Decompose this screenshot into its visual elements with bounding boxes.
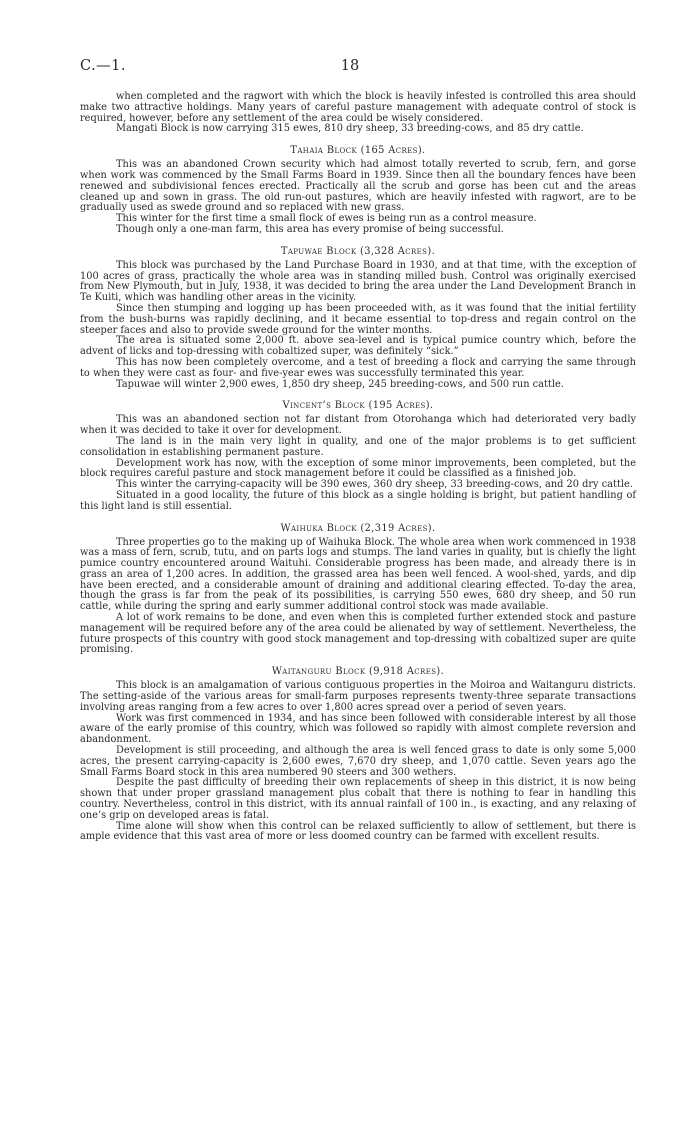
document-body [80,92,636,843]
paragraph: when completed and the ragwort with which the block is heavily infested is controlled this area should make two attractive holdings. Many years of careful pasture management with adequate control of stock is required, however, before any settlement of the area could be wisely considered. [80,91,636,124]
section-heading: Waitanguru Block (9,918 Acres). [271,666,445,678]
paragraph: Mangati Block is now carrying 315 ewes, 810 dry sheep, 33 breeding-cows, and 85 dry cattle. [116,123,584,135]
section-heading: Tahaia Block (165 Acres). [290,145,426,157]
paragraph: Development is still proceeding, and although the area is well fenced grass to date is only some 5,000 acres, the present carrying-capacity is 2,600 ewes, 7,670 dry sheep, and 1,070 cattle. Seven years ago the Small Farms Board stock in this area numbered 90 steers and 300 wethers. [80,745,636,778]
paragraph: Tapuwae will winter 2,900 ewes, 1,850 dry sheep, 245 breeding-cows, and 500 run cattle. [116,378,564,390]
paragraph: Since then stumping and logging up has been proceeded with, as it was found that the initial fertility from the bush-burns was rapidly declining, and it became essential to top-dress and regain control on the steeper faces and also to provide swede ground for the winter months. [80,302,636,336]
paragraph: This was an abandoned Crown security which had almost totally reverted to scrub, fern, and gorse when work was commenced by the Small Farms Board in 1939. Since then all the boundary fences have been renewed and subdivisional fences erected. Practically all the scrub and gorse has been cut and the areas cleaned up and sown in grass. The old run-out pastures, which are heavily infested with ragwort, are to be gradually used as swede ground and so replaced with new grass. [80,159,636,214]
paragraph: The land is in the main very light in quality, and one of the major problems is to get sufficient consolidation in establishing permanent pasture. [80,435,636,458]
paragraph: Three properties go to the making up of Waihuka Block. The whole area when work commenced in 1938 was a mass of fern, scrub, tutu, and on parts logs and stumps. The land varies in quality, but is chiefly the light pumice country encountered around Waituhi. Considerable progress has been made, and already there is in grass an area of 1,200 acres. In addition, the grassed area has been well fenced. A wool-shed, yards, and dip have been erected, and a considerable amount of draining and additional clearing effected. To-day the area, though the grass is far from the peak of its possibilities, is carrying 550 ewes, 680 dry sheep, and 50 run cattle, while during the spring and early summer additional control stock was made available. [80,536,636,613]
page-number: 18 [340,58,360,74]
paragraph: The area is situated some 2,000 ft. above sea-level and is typical pumice country which, before the advent of licks and top-dressing with cobaltized super, was definitely “sick.” [80,335,636,358]
section-heading: Vincent’s Block (195 Acres). [282,400,434,412]
paragraph: This winter the carrying-capacity will be 390 ewes, 360 dry sheep, 33 breeding-cows, and 20 dry cattle. [116,479,633,491]
section-heading: Tapuwae Block (3,328 Acres). [280,245,436,257]
paragraph: This winter for the first time a small flock of ewes is being run as a control measure. [116,213,537,225]
paragraph: This block was purchased by the Land Purchase Board in 1930, and at that time, with the exception of 100 acres of grass, practically the whole area was in standing milled bush. Control was originally exercised from New Plymouth, but in July, 1938, it was decided to bring the area under the Land Development Branch in Te Kuiti, which was handling other areas in the vicinity. [80,259,636,304]
document-reference: C.—1. [80,58,127,74]
paragraph: This block is an amalgamation of various contiguous properties in the Moiroa and Waitanguru districts. The setting-aside of the various areas for small-farm purposes represents twenty-three separate transactions involving areas ranging from a few acres to over 1,800 acres spread over a period of seven years. [80,680,636,713]
paragraph: Time alone will show when this control can be relaxed sufficiently to allow of settlement, but there is ample evidence that this vast area of more or less doomed country can be farmed with excellent results. [80,820,636,843]
paragraph: This was an abandoned section not far distant from Otorohanga which had deteriorated very badly when it was decided to take it over for development. [80,414,636,437]
paragraph: Despite the past difficulty of breeding their own replacements of sheep in this district, it is now being shown that under proper grassland management plus cobalt that there is nothing to fear in handling this country. Nevertheless, control in this district, with its annual rainfall of 100 in., is exacting, and any relaxing of one’s grip on developed areas is fatal. [80,777,636,821]
paragraph: This has now been completely overcome, and a test of breeding a flock and carrying the same through to when they were cast as four- and five-year ewes was successfully terminated this year. [80,356,636,379]
paragraph: Situated in a good locality, the future of this block as a single holding is bright, but patient handling of this light land is still essential. [80,489,636,512]
paragraph: Though only a one-man farm, this area has every promise of being successful. [116,223,504,235]
section-heading: Waihuka Block (2,319 Acres). [280,522,436,534]
paragraph: Development work has now, with the exception of some minor improvements, been completed, but the block requires careful pasture and stock management before it could be classified as a finished job. [80,457,636,480]
paragraph: Work was first commenced in 1934, and has since been followed with considerable interest by all those aware of the early promise of this country, which was followed so rapidly with almost complete reversion and abandonment. [80,712,636,746]
paragraph: A lot of work remains to be done, and even when this is completed further extended stock and pasture management will be required before any of the area could be alienated by way of settlement. Nevertheless, the future prospects of this country with good stock management and top-dressing with cobaltized super are quite promising. [80,612,636,656]
